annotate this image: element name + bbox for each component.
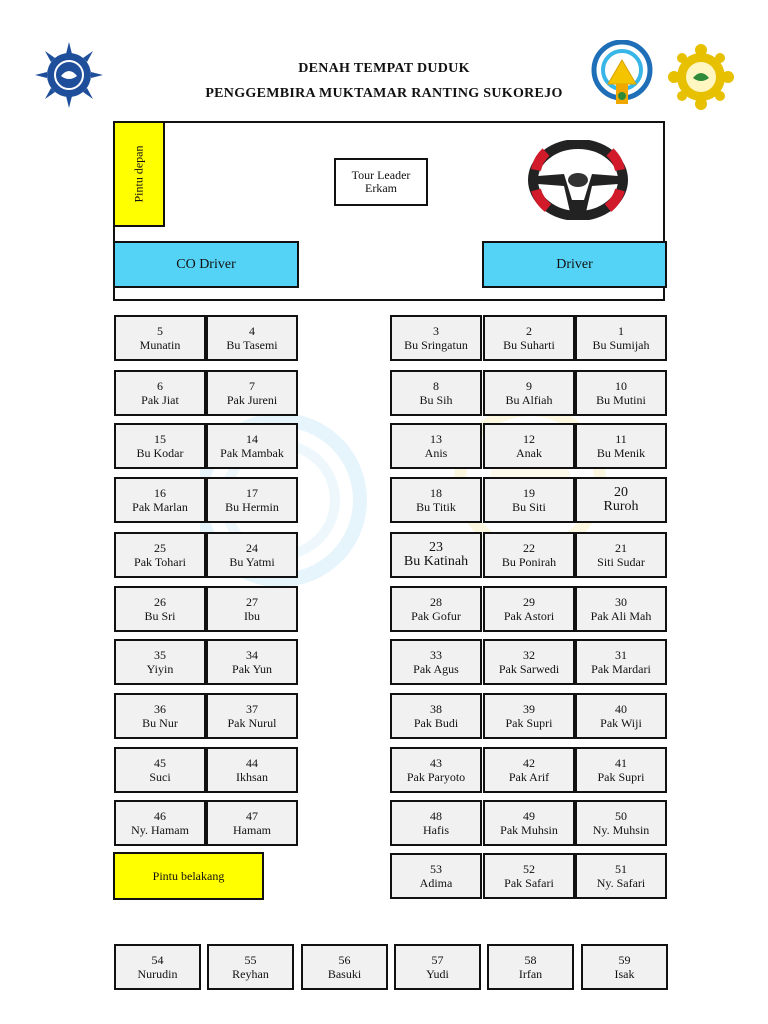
seat-number: 41 bbox=[615, 756, 627, 770]
seat-number: 52 bbox=[523, 862, 535, 876]
seat-number: 1 bbox=[618, 324, 624, 338]
front-door: Pintu depan bbox=[113, 121, 165, 227]
seat-number: 36 bbox=[154, 702, 166, 716]
seat-passenger-name: Pak Supri bbox=[597, 770, 645, 784]
seat-passenger-name: Anis bbox=[424, 446, 448, 460]
seat-passenger-name: Bu Alfiah bbox=[505, 393, 553, 407]
seat-passenger-name: Bu Titik bbox=[416, 500, 456, 514]
seat-number: 57 bbox=[431, 953, 444, 967]
seat-passenger-name: Irfan bbox=[518, 967, 543, 981]
seat-45 bbox=[114, 747, 206, 793]
seat-number: 27 bbox=[246, 595, 258, 609]
seat-passenger-name: Yiyin bbox=[146, 662, 174, 676]
seat-56 bbox=[301, 944, 388, 990]
seat-57 bbox=[394, 944, 481, 990]
seat-43 bbox=[390, 747, 482, 793]
seat-29 bbox=[483, 586, 575, 632]
tour-leader-box bbox=[334, 158, 428, 206]
seat-passenger-name: Adima bbox=[419, 876, 453, 890]
seat-passenger-name: Pak Jiat bbox=[141, 393, 179, 407]
seat-2 bbox=[483, 315, 575, 361]
seat-44 bbox=[206, 747, 298, 793]
seat-31 bbox=[575, 639, 667, 685]
seat-35 bbox=[114, 639, 206, 685]
seat-number: 14 bbox=[246, 432, 258, 446]
seat-number: 28 bbox=[430, 595, 442, 609]
seat-number: 2 bbox=[526, 324, 532, 338]
seat-passenger-name: Bu Sringatun bbox=[404, 338, 468, 352]
seat-number: 26 bbox=[154, 595, 166, 609]
seat-54 bbox=[114, 944, 201, 990]
steering-wheel-icon bbox=[528, 140, 628, 220]
seat-number: 31 bbox=[615, 648, 627, 662]
seat-number: 45 bbox=[154, 756, 166, 770]
seat-number: 46 bbox=[154, 809, 166, 823]
seat-passenger-name: Anak bbox=[516, 446, 542, 460]
seat-37 bbox=[206, 693, 298, 739]
seat-49 bbox=[483, 800, 575, 846]
seat-5 bbox=[114, 315, 206, 361]
seat-number: 12 bbox=[523, 432, 535, 446]
seat-number: 30 bbox=[615, 595, 627, 609]
seat-number: 55 bbox=[244, 953, 257, 967]
seat-passenger-name: Bu Hermin bbox=[225, 500, 279, 514]
seat-3 bbox=[390, 315, 482, 361]
seat-46 bbox=[114, 800, 206, 846]
seat-36 bbox=[114, 693, 206, 739]
seat-number: 44 bbox=[246, 756, 258, 770]
seat-passenger-name: Bu Nur bbox=[142, 716, 178, 730]
seat-7 bbox=[206, 370, 298, 416]
seat-number: 10 bbox=[615, 379, 627, 393]
driver-seat: Driver bbox=[482, 241, 667, 288]
seat-passenger-name: Ny. Hamam bbox=[131, 823, 189, 837]
seat-number: 9 bbox=[526, 379, 532, 393]
seat-4 bbox=[206, 315, 298, 361]
seat-passenger-name: Suci bbox=[149, 770, 171, 784]
seat-number: 34 bbox=[246, 648, 258, 662]
seat-30 bbox=[575, 586, 667, 632]
back-door: Pintu belakang bbox=[113, 852, 264, 900]
seat-number: 33 bbox=[430, 648, 442, 662]
seat-passenger-name: Pak Wiji bbox=[600, 716, 642, 730]
seat-13 bbox=[390, 423, 482, 469]
seat-41 bbox=[575, 747, 667, 793]
seat-51 bbox=[575, 853, 667, 899]
seat-number: 58 bbox=[524, 953, 537, 967]
seat-passenger-name: Bu Tasemi bbox=[226, 338, 278, 352]
seat-22 bbox=[483, 532, 575, 578]
seat-passenger-name: Siti Sudar bbox=[597, 555, 645, 569]
seat-17 bbox=[206, 477, 298, 523]
seat-number: 22 bbox=[523, 541, 535, 555]
seat-number: 16 bbox=[154, 486, 166, 500]
seat-11 bbox=[575, 423, 667, 469]
seat-1 bbox=[575, 315, 667, 361]
seat-59 bbox=[581, 944, 668, 990]
seat-number: 59 bbox=[618, 953, 631, 967]
seat-number: 43 bbox=[430, 756, 442, 770]
seat-15 bbox=[114, 423, 206, 469]
seat-passenger-name: Pak Gofur bbox=[411, 609, 461, 623]
seat-passenger-name: Reyhan bbox=[232, 967, 269, 981]
seat-number: 29 bbox=[523, 595, 535, 609]
seat-passenger-name: Ny. Safari bbox=[596, 876, 646, 890]
seat-passenger-name: Ikhsan bbox=[236, 770, 268, 784]
seat-passenger-name: Bu Ponirah bbox=[501, 555, 557, 569]
seat-16 bbox=[114, 477, 206, 523]
seat-55 bbox=[207, 944, 294, 990]
seat-number: 6 bbox=[157, 379, 163, 393]
seat-passenger-name: Pak Paryoto bbox=[406, 770, 466, 784]
seat-number: 20 bbox=[614, 485, 628, 500]
seat-28 bbox=[390, 586, 482, 632]
seat-passenger-name: Ibu bbox=[244, 609, 260, 623]
page-subtitle: PENGGEMBIRA MUKTAMAR RANTING SUKOREJO bbox=[205, 86, 563, 101]
seat-20 bbox=[575, 477, 667, 523]
seat-number: 8 bbox=[433, 379, 439, 393]
seat-passenger-name: Pak Jureni bbox=[226, 393, 278, 407]
seat-number: 35 bbox=[154, 648, 166, 662]
seat-number: 40 bbox=[615, 702, 627, 716]
seat-number: 21 bbox=[615, 541, 627, 555]
seat-passenger-name: Pak Astori bbox=[503, 609, 555, 623]
seat-passenger-name: Hafis bbox=[423, 823, 449, 837]
seat-33 bbox=[390, 639, 482, 685]
seat-number: 47 bbox=[246, 809, 258, 823]
seat-number: 18 bbox=[430, 486, 442, 500]
seat-passenger-name: Bu Menik bbox=[596, 446, 646, 460]
seat-number: 50 bbox=[615, 809, 627, 823]
seat-8 bbox=[390, 370, 482, 416]
seat-passenger-name: Ruroh bbox=[603, 499, 639, 514]
seat-47 bbox=[206, 800, 298, 846]
seat-number: 4 bbox=[249, 324, 255, 338]
seat-number: 54 bbox=[151, 953, 164, 967]
seat-number: 56 bbox=[338, 953, 351, 967]
page-title: DENAH TEMPAT DUDUK bbox=[298, 61, 470, 76]
seat-number: 23 bbox=[429, 540, 443, 555]
seat-number: 5 bbox=[157, 324, 163, 338]
seat-53 bbox=[390, 853, 482, 899]
seat-12 bbox=[483, 423, 575, 469]
seat-passenger-name: Bu Suharti bbox=[503, 338, 555, 352]
seat-passenger-name: Hamam bbox=[233, 823, 271, 837]
seat-passenger-name: Bu Siti bbox=[512, 500, 546, 514]
seat-number: 49 bbox=[523, 809, 535, 823]
seat-42 bbox=[483, 747, 575, 793]
seat-32 bbox=[483, 639, 575, 685]
seat-passenger-name: Nurudin bbox=[137, 967, 178, 981]
seat-40 bbox=[575, 693, 667, 739]
seat-passenger-name: Ny. Muhsin bbox=[592, 823, 650, 837]
seat-passenger-name: Pak Agus bbox=[413, 662, 459, 676]
seat-passenger-name: Basuki bbox=[327, 967, 362, 981]
seat-9 bbox=[483, 370, 575, 416]
seat-number: 38 bbox=[430, 702, 442, 716]
seat-passenger-name: Pak Sarwedi bbox=[498, 662, 560, 676]
seat-number: 51 bbox=[615, 862, 627, 876]
seat-38 bbox=[390, 693, 482, 739]
seat-passenger-name: Pak Nurul bbox=[227, 716, 277, 730]
seat-number: 7 bbox=[249, 379, 255, 393]
seat-passenger-name: Bu Sri bbox=[144, 609, 176, 623]
seat-passenger-name: Bu Sih bbox=[419, 393, 453, 407]
seat-number: 25 bbox=[154, 541, 166, 555]
seat-number: 17 bbox=[246, 486, 258, 500]
seat-passenger-name: Isak bbox=[614, 967, 635, 981]
seat-number: 15 bbox=[154, 432, 166, 446]
seat-passenger-name: Pak Arif bbox=[508, 770, 550, 784]
seat-number: 3 bbox=[433, 324, 439, 338]
seat-number: 39 bbox=[523, 702, 535, 716]
seat-passenger-name: Pak Tohari bbox=[134, 555, 186, 569]
seat-50 bbox=[575, 800, 667, 846]
seat-passenger-name: Pak Supri bbox=[505, 716, 553, 730]
seat-number: 53 bbox=[430, 862, 442, 876]
seat-number: 24 bbox=[246, 541, 258, 555]
seat-passenger-name: Pak Marlan bbox=[132, 500, 188, 514]
seat-24 bbox=[206, 532, 298, 578]
seat-14 bbox=[206, 423, 298, 469]
seat-number: 19 bbox=[523, 486, 535, 500]
seat-passenger-name: Pak Yun bbox=[232, 662, 272, 676]
seat-34 bbox=[206, 639, 298, 685]
seat-48 bbox=[390, 800, 482, 846]
seat-10 bbox=[575, 370, 667, 416]
seat-number: 11 bbox=[615, 432, 627, 446]
seat-27 bbox=[206, 586, 298, 632]
tour-leader-name: Erkam bbox=[365, 181, 397, 195]
seat-number: 42 bbox=[523, 756, 535, 770]
seat-passenger-name: Yudi bbox=[426, 967, 449, 981]
seat-6 bbox=[114, 370, 206, 416]
seat-passenger-name: Pak Mardari bbox=[591, 662, 651, 676]
seat-passenger-name: Pak Safari bbox=[504, 876, 554, 890]
seat-passenger-name: Pak Mambak bbox=[220, 446, 284, 460]
seat-passenger-name: Bu Yatmi bbox=[229, 555, 275, 569]
seat-passenger-name: Bu Kodar bbox=[136, 446, 184, 460]
seat-23 bbox=[390, 532, 482, 578]
seat-passenger-name: Pak Budi bbox=[413, 716, 459, 730]
seat-number: 32 bbox=[523, 648, 535, 662]
seat-passenger-name: Pak Muhsin bbox=[500, 823, 558, 837]
seat-passenger-name: Bu Sumijah bbox=[592, 338, 650, 352]
seat-58 bbox=[487, 944, 574, 990]
seat-21 bbox=[575, 532, 667, 578]
seat-number: 48 bbox=[430, 809, 442, 823]
tour-leader-label: Tour Leader bbox=[351, 168, 411, 182]
seat-52 bbox=[483, 853, 575, 899]
co-driver-seat: CO Driver bbox=[113, 241, 299, 288]
seat-passenger-name: Munatin bbox=[139, 338, 181, 352]
seat-25 bbox=[114, 532, 206, 578]
seat-26 bbox=[114, 586, 206, 632]
seat-number: 37 bbox=[246, 702, 258, 716]
seat-passenger-name: Bu Katinah bbox=[403, 554, 469, 569]
seat-number: 13 bbox=[430, 432, 442, 446]
seat-passenger-name: Bu Mutini bbox=[596, 393, 646, 407]
seat-18 bbox=[390, 477, 482, 523]
seat-passenger-name: Pak Ali Mah bbox=[590, 609, 652, 623]
seat-19 bbox=[483, 477, 575, 523]
seat-39 bbox=[483, 693, 575, 739]
